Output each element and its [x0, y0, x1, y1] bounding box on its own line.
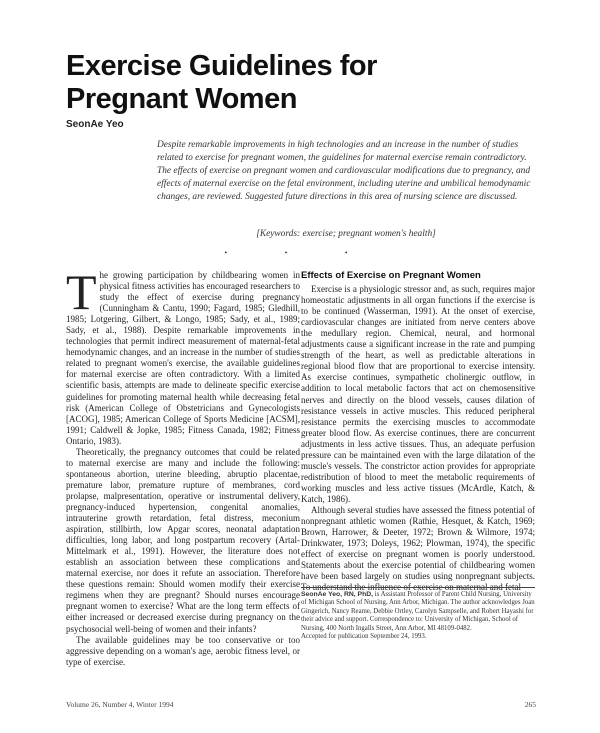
footnote-text: is Assistant Professor of Parent Child Nursing, University of Michigan School of Nursing, Ann Arbor, Michigan. The author acknowledges Joan Gingerich, Nancy Reame, Debbie Ortley, Carolyn Sampselle, and Robert Hayashi for their advice and support. Correspondence to: University of Michigan, School of Nursing, 400 North Ingalls Street, Ann Arbor, MI 48109-0482. [301, 591, 535, 632]
keywords: [Keywords: exercise; pregnant women's health] [256, 229, 436, 239]
body-paragraph: The available guidelines may be too conservative or too aggressive depending on a woman's age, aerobic fitness level, or type of exercise. [66, 634, 300, 667]
journal-issue: Volume 26, Number 4, Winter 1994 [66, 700, 174, 709]
body-paragraph: Theoretically, the pregnancy outcomes that could be related to maternal exercise are many and include the following: spontaneous abortion, uterine bleeding, abruptio placentae, premature labor, premature rupture of membranes, cord prolapse, malpresentation, operative or instrumental delivery, pregnancy-induced hypertension, congenital anomalies, intrauterine growth retardation, fetal distress, meconium aspiration, stillbirth, low Apgar scores, neonatal adaptation difficulties, long labor, and long postpartum recovery (Artal-Mittelmark et al., 1991). However, the literature does not establish an association between these complications and maternal exercise, nor does it refute an association. Therefore these questions remain: Should women modify their exercise regimens when they are pregnant? Should nurses encourage pregnant women to exercise? What are the long term effects of either increased or decreased exercise during pregnancy on the psychosocial well-being of women and their infants? [66, 446, 300, 634]
footnote-author: SeonAe Yeo, RN, PhD, [301, 591, 374, 598]
section-heading: Effects of Exercise on Pregnant Women [301, 270, 481, 281]
body-paragraph: Exercise is a physiologic stressor and, as such, requires major homeostatic adjustments in all organ functions if the exercise is to be continued (Wasserman, 1991). At the onset of exercise, cardiovascular changes are initiated from nerve centers above the medullary region. Chemical, neural, and hormonal adjustments cause a significant increase in the rate and pumping strength of the heart, as well as predictable alterations in regional blood flow that are proportional to exercise intensity. As exercise continues, sympathetic cholinergic outflow, in addition to local metabolic factors that act on chemosensitive nerves and directly on the blood vessels, causes dilation of resistance vessels in active muscles. This reduced peripheral resistance permits the exercising muscles to accommodate greater blood flow. As exercise continues, there are concurrent adjustments in less active tissues. Thus, an adequate perfusion pressure can be maintained even with the large dilatation of the muscle's vessels. The constrictor action provides for appropriate redistribution of blood to meet the metabolic requirements of working muscles and less active tissues (McArdle, Katch, & Katch, 1986). [301, 284, 535, 504]
article-title: Exercise Guidelines for Pregnant Women [66, 50, 377, 115]
body-paragraph: Although several studies have assessed the fitness potential of nonpregnant athletic women (Rathie, Hesquet, & Katch, 1969; Brown, Harrower, & Deeter, 1972; Brown & Wilmore, 1974; Drinkwater, 1973; Doleys, 1962; Plowman, 1974), the specific effect of exercise on pregnant women is poorly understood. Statements about the exercise potential of childbearing women have been based largely on studies using nonpregnant subjects. To understand the influence of exercise on maternal and fetal [301, 504, 535, 593]
abstract: Despite remarkable improvements in high technologies and an increase in the number of studies related to exercise for pregnant women, the guidelines for maternal exercise remain contradictory. The effects of exercise on pregnant women and cardiovascular modifications due to pregnancy, and effects of maternal exercise on the fetal environment, including uterine and umbilical hemodynamic changes, are reviewed. Suggested future directions in this area of nursing science are discussed. [157, 140, 531, 202]
page-footer [66, 700, 536, 709]
drop-cap: T [66, 264, 97, 320]
author-name: SeonAe Yeo [66, 119, 124, 130]
body-paragraph: he growing participation by childbearing women in physical fitness activities has encouraged researchers to study the effect of exercise during pregnancy (Cunningham & Cantu, 1990; Fagard, 1985; Gledhill, 1985; Lotgering, Gilbert, & Longo, 1985; Sady, et al., 1989; Sady, et al., 1988). Despite remarkable improvements in technologies that permit indirect measurement of maternal-fetal hemodynamic changes, and an increase in the number of studies related to pregnant women's exercise, the available guidelines for maternal exercise are often contradictory. With a limited scientific basis, attempts are made to delineate specific exercise guidelines for promoting maternal health while decreasing fetal risk (American College of Obstetricians and Gynecologists [ACOG], 1985; American College of Sports Medicine [ACSM], 1991; Caldwell & Jopke, 1985; Fitness Canada, 1982; Fitness Ontario, 1983). [66, 270, 300, 446]
footnote-accepted: Accepted for publication September 24, 1993. [301, 633, 427, 641]
page-number: 265 [524, 700, 536, 709]
right-column [301, 270, 535, 593]
author-footnote [301, 587, 535, 641]
section-ornament: • • • [224, 249, 376, 257]
left-column [66, 264, 300, 668]
